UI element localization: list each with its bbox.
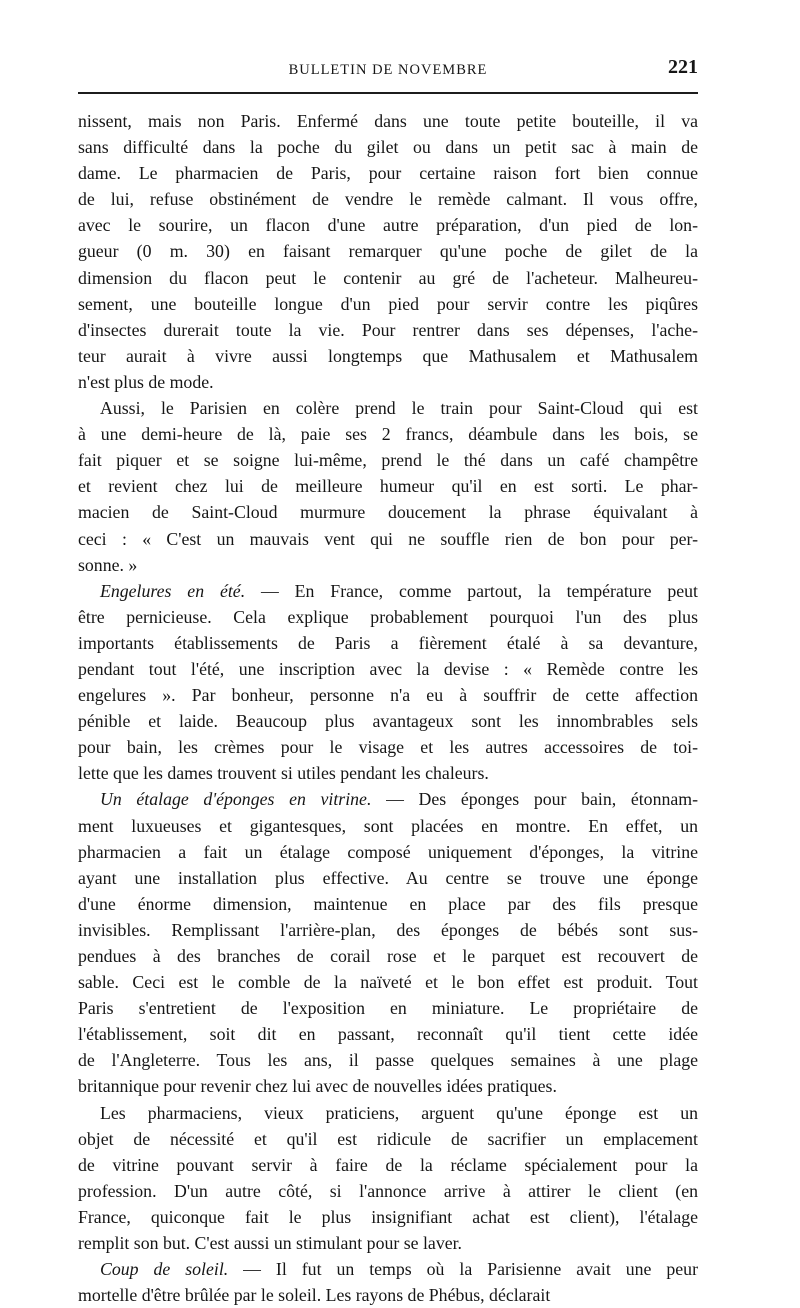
text-line <box>78 734 698 760</box>
line-text: dame. Le pharmacien de Paris, pour certaine raison fort bien connue <box>78 163 698 184</box>
line-text: macien de Saint-Cloud murmure doucement la phrase équivalant à <box>78 502 698 523</box>
line-text: pendant tout l'été, une inscription avec la devise : « Remède contre les <box>78 658 698 679</box>
line-text: objet de nécessité et qu'il est ridicule de sacrifier un emplacement <box>78 1128 698 1149</box>
text-line <box>78 786 698 812</box>
line-text: pénible et laide. Beaucoup plus avantageux sont les innombrables sels <box>78 711 698 732</box>
text-line <box>78 447 698 473</box>
text-line <box>78 1230 698 1256</box>
line-text: à une demi-heure de là, paie ses 2 francs, déambule dans les bois, se <box>78 424 698 445</box>
line-text: ceci : « C'est un mauvais vent qui ne souffle rien de bon pour per- <box>78 528 698 549</box>
paragraph <box>78 108 698 395</box>
text-line <box>78 421 698 447</box>
paragraph <box>78 1100 698 1257</box>
line-text: britannique pour revenir chez lui avec de nouvelles idées pratiques. <box>78 1076 557 1097</box>
text-line <box>78 473 698 499</box>
text-line <box>78 552 698 578</box>
line-text: invisibles. Remplissant l'arrière-plan, des éponges de bébés sont sus- <box>78 919 698 940</box>
line-text: et revient chez lui de meilleure humeur qu'il en est sorti. Le phar- <box>78 476 698 497</box>
text-line <box>78 1126 698 1152</box>
text-line <box>78 708 698 734</box>
text-line <box>78 813 698 839</box>
text-line <box>78 108 698 134</box>
text-line <box>78 1204 698 1230</box>
text-line <box>78 343 698 369</box>
text-line <box>78 238 698 264</box>
page-number: 221 <box>668 56 698 78</box>
text-line <box>78 317 698 343</box>
text-line <box>78 160 698 186</box>
text-line <box>78 291 698 317</box>
text-line <box>78 265 698 291</box>
line-text: engelures ». Par bonheur, personne n'a eu à souffrir de cette affection <box>78 685 698 706</box>
text-line <box>78 943 698 969</box>
line-text: gueur (0 m. 30) en faisant remarquer qu'une poche de gilet de la <box>78 241 698 262</box>
text-line <box>78 212 698 238</box>
line-text: d'insectes durerait toute la vie. Pour rentrer dans ses dépenses, l'ache- <box>78 319 698 340</box>
line-text: profession. D'un autre côté, si l'annonce arrive à attirer le client (en <box>78 1180 698 1201</box>
text-line <box>78 395 698 421</box>
text-line <box>78 865 698 891</box>
paragraph <box>78 786 698 1099</box>
text-line <box>78 1047 698 1073</box>
text-line <box>78 1152 698 1178</box>
header-rule <box>78 92 698 94</box>
text-line <box>78 526 698 552</box>
text-line <box>78 891 698 917</box>
section-heading: Un étalage d'éponges en vitrine. <box>100 789 372 810</box>
text-line <box>78 969 698 995</box>
line-text: de vitrine pouvant servir à faire de la réclame spécialement pour la <box>78 1154 698 1175</box>
line-text: — Des éponges pour bain, étonnam- <box>371 789 698 810</box>
text-line <box>78 917 698 943</box>
line-text: pour bain, les crèmes pour le visage et les autres accessoires de toi- <box>78 737 698 758</box>
line-text: ayant une installation plus effective. Au centre se trouve une éponge <box>78 867 698 888</box>
line-text: d'une énorme dimension, maintenue en place par des fils presque <box>78 893 698 914</box>
paragraph <box>78 395 698 578</box>
line-text: sable. Ceci est le comble de la naïveté et le bon effet est produit. Tout <box>78 972 698 993</box>
line-text: importants établissements de Paris a fièrement étalé à sa devanture, <box>78 632 698 653</box>
text-line <box>78 656 698 682</box>
text-line <box>78 1073 698 1099</box>
running-title: BULLETIN DE NOVEMBRE <box>288 62 488 78</box>
line-text: n'est plus de mode. <box>78 371 214 392</box>
line-text: de l'Angleterre. Tous les ans, il passe quelques semaines à une plage <box>78 1050 698 1071</box>
line-text: lette que les dames trouvent si utiles pendant les chaleurs. <box>78 763 489 784</box>
line-text: — Il fut un temps où la Parisienne avait une peur <box>228 1259 698 1280</box>
text-line <box>78 760 698 786</box>
text-line <box>78 1282 698 1308</box>
running-header <box>78 56 698 86</box>
paragraph <box>78 1256 698 1308</box>
line-text: pendues à des branches de corail rose et le parquet est recouvert de <box>78 946 698 966</box>
line-text: remplit son but. C'est aussi un stimulant pour se laver. <box>78 1233 462 1254</box>
line-text: ment luxueuses et gigantesques, sont placées en montre. En effet, un <box>78 815 698 836</box>
paragraph <box>78 578 698 787</box>
text-line <box>78 604 698 630</box>
text-line <box>78 499 698 525</box>
line-text: mortelle d'être brûlée par le soleil. Les rayons de Phébus, déclarait <box>78 1285 551 1306</box>
line-text: Paris s'entretient de l'exposition en miniature. Le propriétaire de <box>78 998 698 1019</box>
line-text: nissent, mais non Paris. Enfermé dans une toute petite bouteille, il va <box>78 111 698 131</box>
line-text: France, quiconque fait le plus insignifiant achat est client), l'étalage <box>78 1206 698 1227</box>
text-line <box>78 369 698 395</box>
text-line <box>78 1256 698 1282</box>
section-heading: Coup de soleil. <box>100 1259 229 1280</box>
text-line <box>78 839 698 865</box>
text-line <box>78 1100 698 1126</box>
line-text: Aussi, le Parisien en colère prend le train pour Saint-Cloud qui est <box>100 398 698 419</box>
line-text: — En France, comme partout, la température peut <box>245 580 698 601</box>
line-text: avec le sourire, un flacon d'une autre préparation, d'un pied de lon- <box>78 215 698 236</box>
text-line <box>78 995 698 1021</box>
line-text: l'établissement, soit dit en passant, reconnaît qu'il tient cette idée <box>78 1024 698 1045</box>
line-text: fait piquer et se soigne lui-même, prend le thé dans un café champêtre <box>78 450 698 471</box>
line-text: sonne. » <box>78 554 138 575</box>
line-text: dimension du flacon peut le contenir au gré de l'acheteur. Malheureu- <box>78 267 698 288</box>
line-text: Les pharmaciens, vieux praticiens, arguent qu'une éponge est un <box>100 1102 698 1123</box>
text-line <box>78 630 698 656</box>
line-text: sans difficulté dans la poche du gilet ou dans un petit sac à main de <box>78 137 698 158</box>
line-text: teur aurait à vivre aussi longtemps que Mathusalem et Mathusalem <box>78 345 698 366</box>
line-text: de lui, refuse obstinément de vendre le remède calmant. Il vous offre, <box>78 189 698 210</box>
text-line <box>78 1021 698 1047</box>
text-line <box>78 186 698 212</box>
text-line <box>78 682 698 708</box>
text-line <box>78 1178 698 1204</box>
line-text: pharmacien a fait un étalage composé uniquement d'éponges, la vitrine <box>78 841 698 862</box>
text-line <box>78 578 698 604</box>
line-text: sement, une bouteille longue d'un pied pour servir contre les piqûres <box>78 293 698 314</box>
text-line <box>78 134 698 160</box>
body-text <box>78 108 698 1308</box>
line-text: être pernicieuse. Cela explique probablement pourquoi l'un des plus <box>78 606 698 627</box>
section-heading: Engelures en été. <box>100 580 246 601</box>
